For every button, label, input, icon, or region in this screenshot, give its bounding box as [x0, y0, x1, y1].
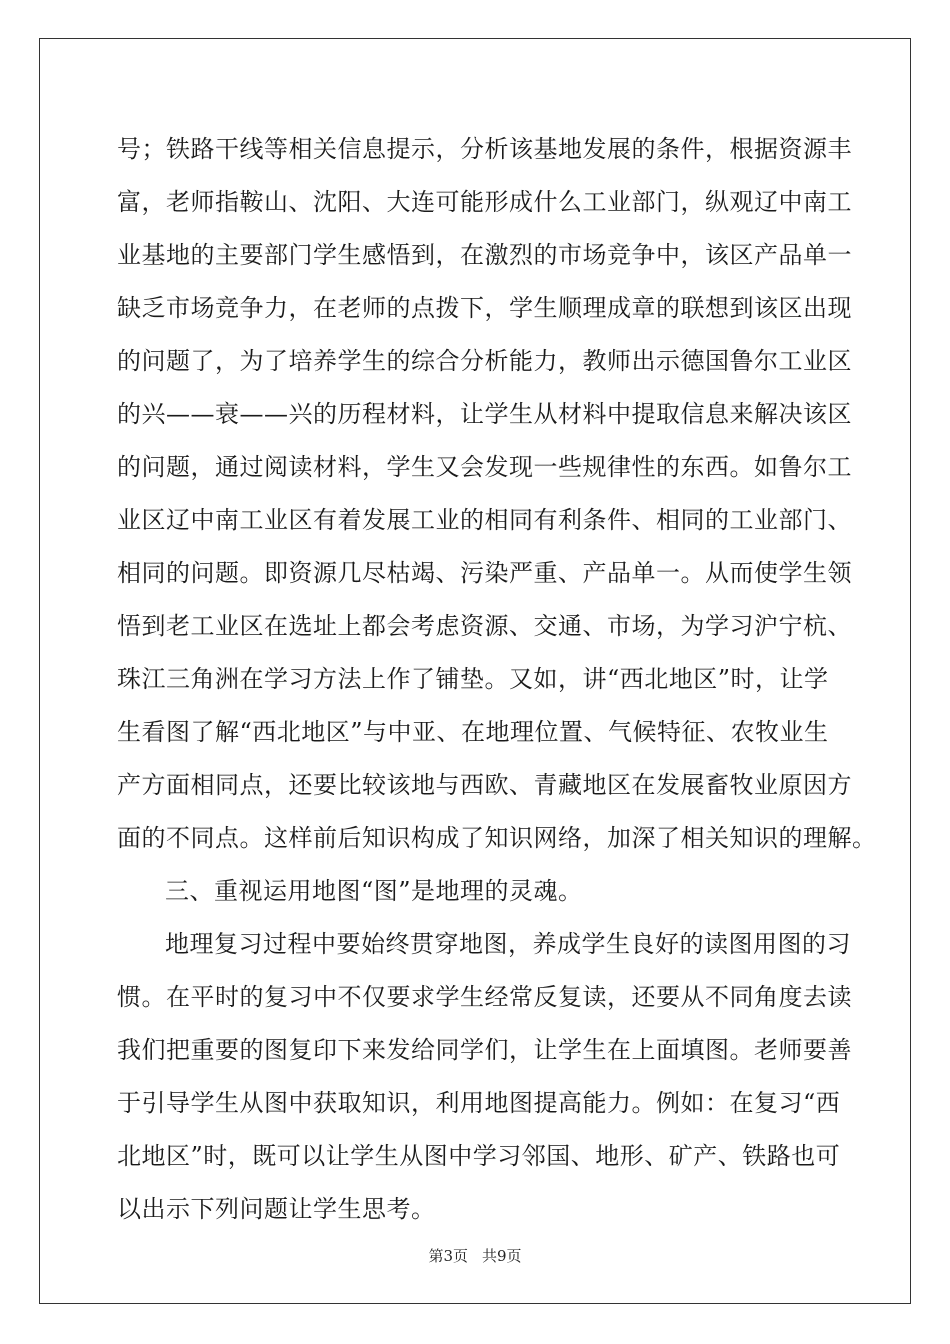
text-line: 的问题，通过阅读材料，学生又会发现一些规律性的东西。如鲁尔工: [117, 453, 852, 481]
text-line: 号；铁路干线等相关信息提示，分析该基地发展的条件，根据资源丰: [117, 135, 852, 163]
text-line: 的兴——衰——兴的历程材料，让学生从材料中提取信息来解决该区: [117, 400, 852, 428]
text-line: 业基地的主要部门学生感悟到，在激烈的市场竞争中，该区产品单一: [117, 241, 852, 269]
text-line: 面的不同点。这样前后知识构成了知识网络，加深了相关知识的理解。: [117, 824, 877, 852]
text-line: 相同的问题。即资源几尽枯竭、污染严重、产品单一。从而使学生领: [117, 559, 852, 587]
text-line: 北地区”时，既可以让学生从图中学习邻国、地形、矿产、铁路也可: [117, 1142, 841, 1170]
text-line: 生看图了解“西北地区”与中亚、在地理位置、气候特征、农牧业生: [117, 718, 829, 746]
text-line: 惯。在平时的复习中不仅要求学生经常反复读，还要从不同角度去读: [117, 983, 852, 1011]
text-line: 于引导学生从图中获取知识，利用地图提高能力。例如：在复习“西: [117, 1089, 841, 1117]
page-total: 共9页: [482, 1247, 522, 1265]
text-line: 以出示下列问题让学生思考。: [117, 1195, 436, 1223]
text-line: 我们把重要的图复印下来发给同学们，让学生在上面填图。老师要善: [117, 1036, 852, 1064]
section-heading: 三、重视运用地图“图”是地理的灵魂。: [165, 877, 583, 905]
text-line: 珠江三角洲在学习方法上作了铺垫。又如，讲“西北地区”时，让学: [117, 665, 829, 693]
text-line: 缺乏市场竞争力，在老师的点拨下，学生顺理成章的联想到该区出现: [117, 294, 852, 322]
page-footer: [0, 1245, 950, 1266]
text-line: 的问题了，为了培养学生的综合分析能力，教师出示德国鲁尔工业区: [117, 347, 852, 375]
text-line: 产方面相同点，还要比较该地与西欧、青藏地区在发展畜牧业原因方: [117, 771, 852, 799]
text-line: 业区辽中南工业区有着发展工业的相同有利条件、相同的工业部门、: [117, 506, 852, 534]
text-line: 悟到老工业区在选址上都会考虑资源、交通、市场，为学习沪宁杭、: [117, 612, 852, 640]
page-number: 第3页: [428, 1247, 468, 1265]
text-line: 富，老师指鞍山、沈阳、大连可能形成什么工业部门，纵观辽中南工: [117, 188, 852, 216]
text-line: 地理复习过程中要始终贯穿地图，养成学生良好的读图用图的习: [165, 930, 851, 958]
